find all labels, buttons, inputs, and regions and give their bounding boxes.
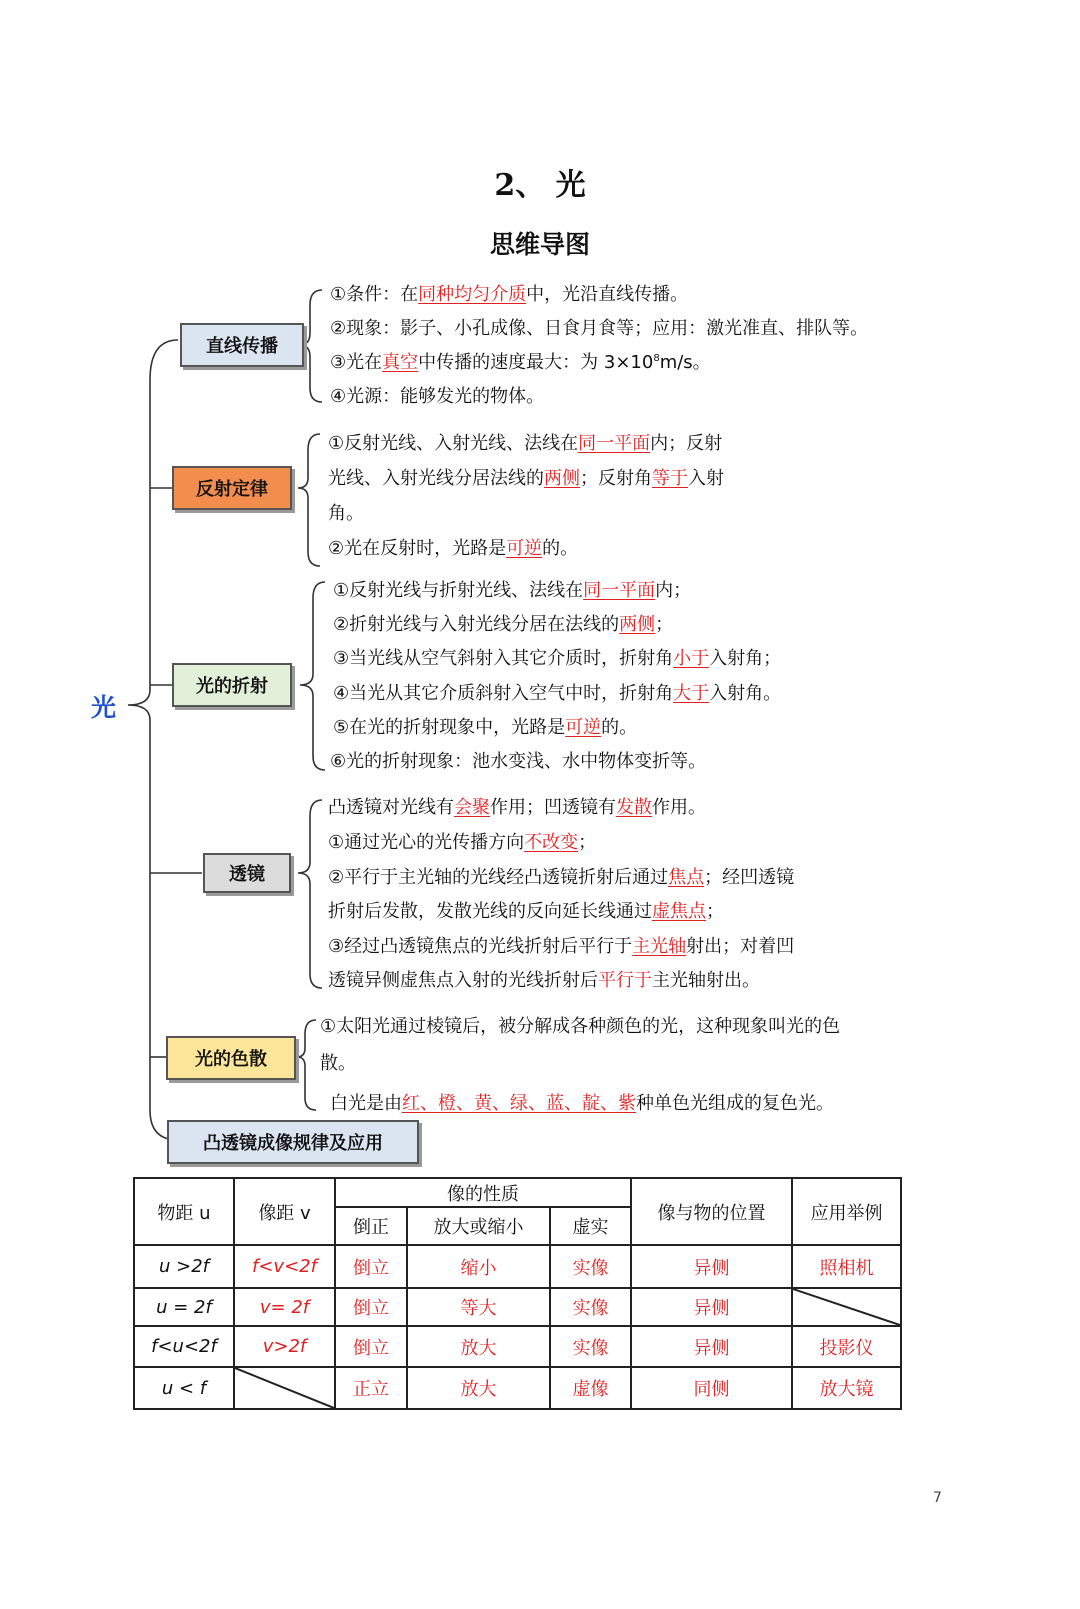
node-dispersion: 光的色散 xyxy=(166,1036,296,1080)
page-number: 7 xyxy=(933,1490,942,1506)
brace-b3 xyxy=(300,582,325,770)
b3-line-6: ⑥光的折射现象：池水变浅、水中物体变折等。 xyxy=(330,751,707,772)
b4-line-4: 折射后发散，发散光线的反向延长线通过虚焦点； xyxy=(328,901,724,922)
b2-line-4: ②光在反射时，光路是可逆的。 xyxy=(328,538,579,559)
empty-diagonal-cell xyxy=(792,1288,901,1326)
node-lens: 透镜 xyxy=(203,853,291,893)
node-straight-propagation: 直线传播 xyxy=(180,323,304,367)
header-application: 应用举例 xyxy=(792,1178,901,1245)
node-convex-lens-imaging: 凸透镜成像规律及应用 xyxy=(167,1120,419,1164)
b3-line-1: ①反射光线与折射光线、法线在同一平面内； xyxy=(333,580,692,601)
page-title: 2、 光 xyxy=(494,168,586,203)
b1-line-1: ①条件：在同种均匀介质中，光沿直线传播。 xyxy=(330,284,689,305)
header-invert: 倒正 xyxy=(335,1207,407,1245)
b5-line-1: ①太阳光通过棱镜后，被分解成各种颜色的光，这种现象叫光的色 xyxy=(320,1016,841,1037)
b5-line-3: 白光是由红、橙、黄、绿、蓝、靛、紫种单色光组成的复色光。 xyxy=(330,1093,834,1114)
table-row: u < f 正立 放大 虚像 同侧 放大镜 xyxy=(134,1367,901,1409)
brace-b5 xyxy=(297,1020,316,1110)
b1-line-2: ②现象：影子、小孔成像、日食月食等；应用：激光准直、排队等。 xyxy=(330,318,869,339)
trunk-brace xyxy=(128,340,178,1140)
page-subtitle: 思维导图 xyxy=(489,230,590,259)
b4-line-6: 透镜异侧虚焦点入射的光线折射后平行于主光轴射出。 xyxy=(328,970,760,991)
header-size: 放大或缩小 xyxy=(407,1207,550,1245)
brace-b4 xyxy=(298,800,322,988)
header-object-distance: 物距 u xyxy=(134,1178,234,1245)
b5-line-2: 散。 xyxy=(320,1053,356,1074)
b3-line-2: ②折射光线与入射光线分居在法线的两侧； xyxy=(333,614,674,635)
b2-line-1: ①反射光线、入射光线、法线在同一平面内；反射 xyxy=(328,433,723,454)
b1-line-3: ③光在真空中传播的速度最大：为 $3\times 10^8m/s$。 xyxy=(330,352,711,373)
header-image-distance: 像距 v xyxy=(234,1178,335,1245)
b3-line-4: ④当光从其它介质斜射入空气中时，折射角大于入射角。 xyxy=(333,683,782,704)
b4-line-5: ③经过凸透镜焦点的光线折射后平行于主光轴射出；对着凹 xyxy=(328,936,795,957)
b2-line-2: 光线、入射光线分居法线的两侧；反射角等于入射 xyxy=(328,468,724,489)
b4-line-3: ②平行于主光轴的光线经凸透镜折射后通过焦点；经凹透镜 xyxy=(328,867,795,888)
b4-line-2: ①通过光心的光传播方向不改变； xyxy=(328,832,597,853)
table-row: u = 2f v= 2f 倒立 等大 实像 异侧 xyxy=(134,1288,901,1326)
b3-line-3: ③当光线从空气斜射入其它介质时，折射角小于入射角； xyxy=(333,648,782,669)
node-reflection-law: 反射定律 xyxy=(172,466,292,510)
node-refraction: 光的折射 xyxy=(172,663,292,707)
header-image-nature: 像的性质 xyxy=(335,1178,631,1207)
b1-line-4: ④光源：能够发光的物体。 xyxy=(330,386,545,407)
b4-line-1: 凸透镜对光线有会聚作用；凹透镜有发散作用。 xyxy=(328,797,706,818)
mind-map-root: 光 xyxy=(91,693,117,722)
b3-line-5: ⑤在光的折射现象中，光路是可逆的。 xyxy=(333,717,638,738)
b2-line-3: 角。 xyxy=(328,503,364,524)
brace-b2 xyxy=(298,434,320,566)
empty-diagonal-cell xyxy=(234,1367,335,1409)
header-real: 虚实 xyxy=(550,1207,631,1245)
header-position: 像与物的位置 xyxy=(631,1178,792,1245)
convex-lens-imaging-table xyxy=(133,1177,902,1410)
table-row: u >2f f<v<2f 倒立 缩小 实像 异侧 照相机 xyxy=(134,1245,901,1288)
table-row: f<u<2f v>2f 倒立 放大 实像 异侧 投影仪 xyxy=(134,1326,901,1367)
